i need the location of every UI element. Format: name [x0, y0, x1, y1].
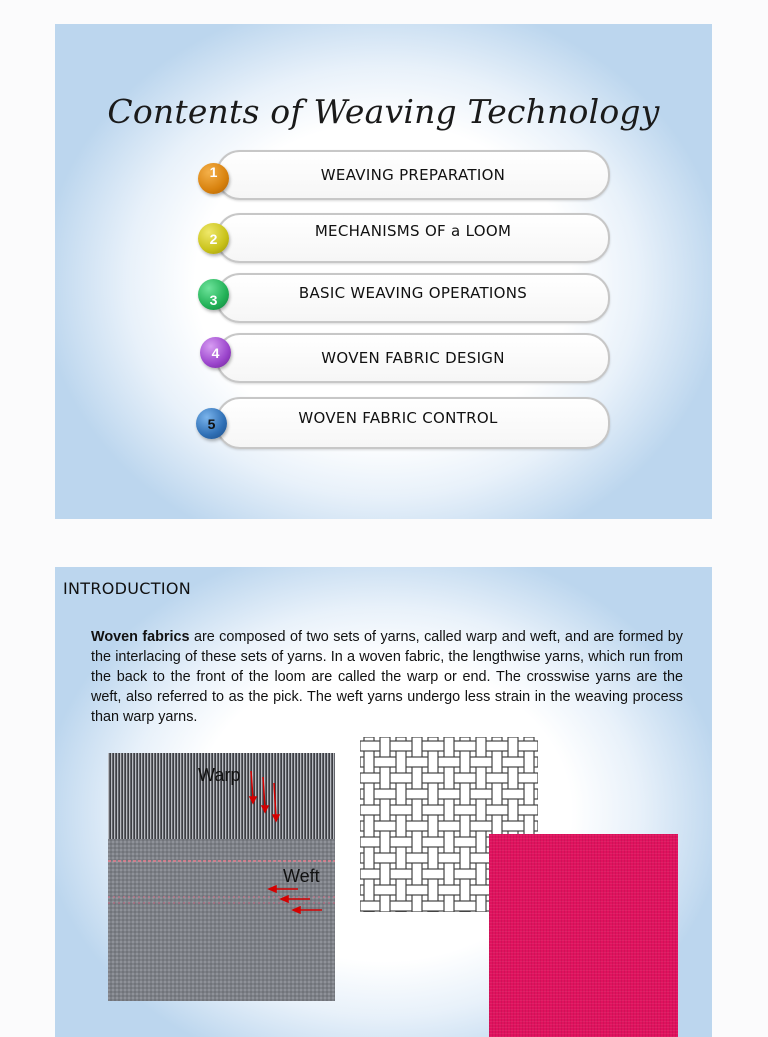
section-heading: INTRODUCTION — [63, 579, 192, 598]
toc-item-label: BASIC WEAVING OPERATIONS — [298, 284, 528, 302]
toc-item-label: WOVEN FABRIC DESIGN — [321, 349, 505, 367]
toc-item-woven-fabric-design[interactable] — [216, 333, 610, 383]
contents-slide — [55, 24, 712, 519]
toc-item-basic-weaving-operations[interactable] — [216, 273, 610, 323]
pink-fabric-swatch — [489, 834, 678, 1037]
toc-number-badge — [198, 163, 229, 194]
toc-item-label: WOVEN FABRIC CONTROL — [298, 409, 498, 427]
toc-number: 1 — [209, 163, 218, 180]
warp-label: Warp — [198, 765, 241, 785]
toc-number-badge — [198, 223, 229, 254]
toc-number: 5 — [207, 415, 216, 432]
toc-number-badge — [196, 408, 227, 439]
toc-number: 4 — [211, 344, 220, 361]
toc-number-badge — [198, 279, 229, 310]
intro-paragraph — [91, 627, 683, 727]
intro-bold-term: Woven fabrics — [91, 629, 190, 645]
toc-item-label: WEAVING PREPARATION — [320, 166, 506, 184]
toc-item-woven-fabric-control[interactable] — [216, 397, 610, 449]
toc-number-badge — [200, 337, 231, 368]
toc-number: 3 — [209, 291, 218, 308]
intro-text: are composed of two sets of yarns, called warp and weft, and are formed by the interlacing of these sets of yarns. In a woven fabric, the lengthwise yarns, which run from the back to the front of the loom are called the warp or end. The crosswise yarns are the weft, also referred to as the pick. The weft yarns undergo less strain in the weaving process than warp yarns. — [91, 629, 683, 725]
toc-item-weaving-preparation[interactable] — [216, 150, 610, 200]
introduction-slide — [55, 567, 712, 1037]
toc-item-label: MECHANISMS OF a LOOM — [314, 222, 512, 240]
slide-title: Contents of Weaving Technology — [107, 92, 660, 131]
warp-weft-photo — [108, 753, 335, 1001]
toc-number: 2 — [209, 230, 218, 247]
toc-item-mechanisms-of-a-loom[interactable] — [216, 213, 610, 263]
weft-label: Weft — [283, 866, 320, 886]
